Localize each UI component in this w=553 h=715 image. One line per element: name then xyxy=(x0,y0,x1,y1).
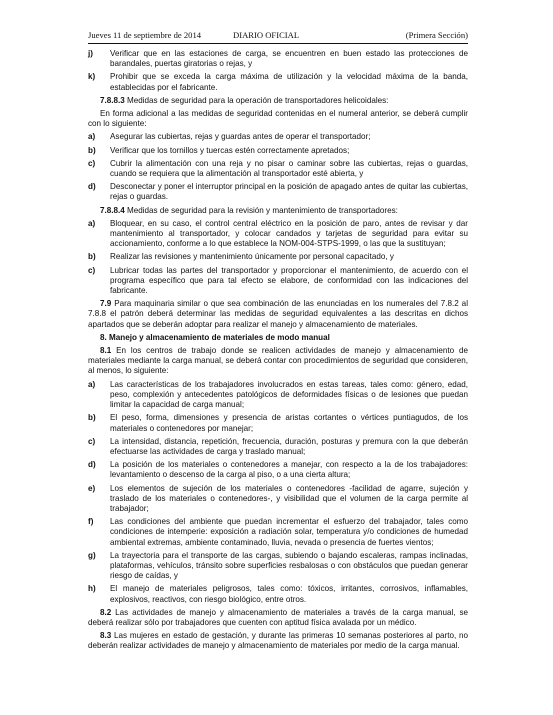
list-item xyxy=(88,252,468,262)
list-item-text: Bloquear, en su caso, el control central eléctrico en la posición de paro, antes de revisar y dar mantenimiento al transportador, y colocar candados y tarjetas de seguridad para evitar su accionamiento, conforme a lo que establece la NOM-004-STPS-1999, o las que la sustituyan; xyxy=(110,218,468,249)
list-item-text: La trayectoria para el transporte de las cargas, subiendo o bajando escaleras, rampas inclinadas, plataformas, vehículos, tránsito sobre superficies resbalosas o con obstáculos que puedan generar riesgo de caídas, y xyxy=(110,550,468,581)
list-item-text: La posición de los materiales o contenedores a manejar, con respecto a la de los trabajadores: levantamiento o descenso de la carga al piso, o a una cierta altura; xyxy=(110,460,468,480)
list-item-text: Realizar las revisiones y mantenimiento únicamente por personal capacitado, y xyxy=(110,252,394,262)
list-item-text: Lubricar todas las partes del transportador y proporcionar el mantenimiento, de acuerdo con el programa específico que para tal efecto se elabore, de conformidad con las indicaciones del fabricante. xyxy=(110,265,468,296)
page-header xyxy=(88,30,468,44)
paragraph-text: En los centros de trabajo donde se realicen actividades de manejo y almacenamiento de materiales mediante la carga manual, se deberá contar con procedimientos de seguridad que consideren, al menos, lo siguiente: xyxy=(88,346,469,376)
list-item-marker: c) xyxy=(88,265,96,275)
paragraph xyxy=(88,346,468,377)
paragraph-text: Medidas de seguridad para la operación de transportadores helicoidales: xyxy=(127,95,389,105)
list-item xyxy=(88,266,468,297)
list-item-marker: b) xyxy=(88,145,96,155)
clause-number: 7.9 xyxy=(100,299,112,309)
paragraph-text: Las actividades de manejo y almacenamiento de materiales a través de la carga manual, se deberá realizar sólo por trabajadores que cuenten con aptitud física avalada por un médico. xyxy=(88,607,469,627)
list-item xyxy=(88,413,468,433)
paragraph xyxy=(88,109,468,129)
list-item xyxy=(88,182,468,202)
list-item-marker: c) xyxy=(88,436,96,446)
header-rule xyxy=(88,43,468,44)
list-item-text: Cubrir la alimentación con una reja y no pisar o caminar sobre las cubiertas, rejas o guardas, cuando se requiera que la alimentación al transportador esté abierta, y xyxy=(110,158,468,179)
list-item xyxy=(88,219,468,250)
clause-number: 8.3 xyxy=(100,631,112,641)
header-date: Jueves 11 de septiembre de 2014 xyxy=(88,30,202,40)
list-item-text: Las condiciones del ambiente que puedan incrementar el esfuerzo del trabajador, tales como condiciones de intemperie: exposición a radiación solar, temperatura y/o condiciones de humedad ambiental extremas, ambiente contaminado, lluvia, nevada o presencia de fuertes vientos; xyxy=(110,517,468,547)
list-item-text: Verificar que en las estaciones de carga, se encuentren en buen estado las protecciones de barandales, puertas giratorias o rejas, y xyxy=(110,49,468,69)
list-item-marker: h) xyxy=(88,584,96,594)
list-item-marker: a) xyxy=(88,379,96,389)
paragraph xyxy=(88,96,468,106)
clause-number: 8. xyxy=(100,332,107,342)
list-item-text: El manejo de materiales peligrosos, tales como: tóxicos, irritantes, corrosivos, inflamables, explosivos, reactivos, con riesgo biológico, entre otros. xyxy=(110,584,468,604)
list-item xyxy=(88,380,468,411)
list-item-marker: a) xyxy=(88,218,96,228)
list-item xyxy=(88,72,468,92)
section-heading xyxy=(88,333,468,343)
clause-number: 7.8.8.3 xyxy=(100,95,125,105)
paragraph xyxy=(88,608,468,628)
list-item-marker: j) xyxy=(88,49,93,58)
list-item-marker: b) xyxy=(88,252,96,262)
clause-number: 8.1 xyxy=(100,346,112,356)
list-item-marker: f) xyxy=(88,517,94,527)
section-title: Manejo y almacenamiento de materiales de modo manual xyxy=(109,332,330,342)
list-item xyxy=(88,49,468,69)
list-item-text: Asegurar las cubiertas, rejas y guardas antes de operar el transportador; xyxy=(110,132,371,142)
paragraph xyxy=(88,631,468,651)
list-item xyxy=(88,132,468,142)
list-item-marker: c) xyxy=(88,158,96,168)
list-item xyxy=(88,584,468,604)
header-section: (Primera Sección) xyxy=(405,30,468,40)
list-item-text: Las características de los trabajadores involucrados en estas tareas, tales como: género, edad, peso, complexión y antecedentes patológicos de deformidades físicas o de lesiones que puedan limitar la capacidad de carga manual; xyxy=(110,379,468,410)
list-item-marker: g) xyxy=(88,550,96,560)
list-item-marker: k) xyxy=(88,72,96,82)
header-journal-title: DIARIO OFICIAL xyxy=(233,30,300,40)
list-item xyxy=(88,437,468,457)
document-body xyxy=(88,49,468,655)
list-item-text: Prohibir que se exceda la carga máxima de utilización y la velocidad máxima de la banda, establecidas por el fabricante. xyxy=(110,72,468,92)
list-item-marker: d) xyxy=(88,460,96,470)
list-item-text: El peso, forma, dimensiones y presencia de aristas cortantes o vértices puntiagudos, de los materiales o contenedores por manejar; xyxy=(110,413,468,433)
list-item-marker: d) xyxy=(88,182,96,192)
paragraph xyxy=(88,206,468,216)
list-item xyxy=(88,159,468,179)
clause-number: 7.8.8.4 xyxy=(100,205,125,215)
paragraph-text: Las mujeres en estado de gestación, y durante las primeras 10 semanas posteriores al parto, no deberán realizar actividades de manejo y almacenamiento de materiales por medio de la carga manual. xyxy=(88,631,468,651)
paragraph-text: Para maquinaria similar o que sea combinación de las enunciadas en los numerales del 7.8.2 al 7.8.8 el patrón deberá determinar las medidas de seguridad equivalentes a las descritas en dichos apartados que se deberán adoptar para realizar el manejo y almacenamiento de materiales. xyxy=(88,299,468,329)
list-item xyxy=(88,146,468,156)
paragraph-text: En forma adicional a las medidas de seguridad contenidas en el numeral anterior, se deberá cumplir con lo siguiente: xyxy=(88,109,468,129)
paragraph xyxy=(88,299,468,330)
paragraph-text: Medidas de seguridad para la revisión y mantenimiento de transportadores: xyxy=(127,205,398,215)
list-item-text: Verificar que los tornillos y tuercas estén correctamente apretados; xyxy=(110,145,350,155)
list-item-marker: a) xyxy=(88,132,96,142)
list-item xyxy=(88,484,468,515)
list-item-text: Los elementos de sujeción de los materiales o contenedores -facilidad de agarre, sujeción y traslado de los materiales o contenedores-, y visibilidad que el volumen de la carga permite al trabajador; xyxy=(110,483,468,513)
list-item xyxy=(88,517,468,548)
list-item xyxy=(88,551,468,582)
list-item-text: La intensidad, distancia, repetición, frecuencia, duración, posturas y premura con la que deberán efectuarse las actividades de carga y traslado manual; xyxy=(110,436,468,456)
list-item xyxy=(88,460,468,480)
list-item-marker: b) xyxy=(88,413,96,423)
list-item-marker: e) xyxy=(88,483,96,493)
list-item-text: Desconectar y poner el interruptor principal en la posición de apagado antes de quitar las cubiertas, rejas o guardas. xyxy=(110,182,468,202)
clause-number: 8.2 xyxy=(100,607,112,617)
